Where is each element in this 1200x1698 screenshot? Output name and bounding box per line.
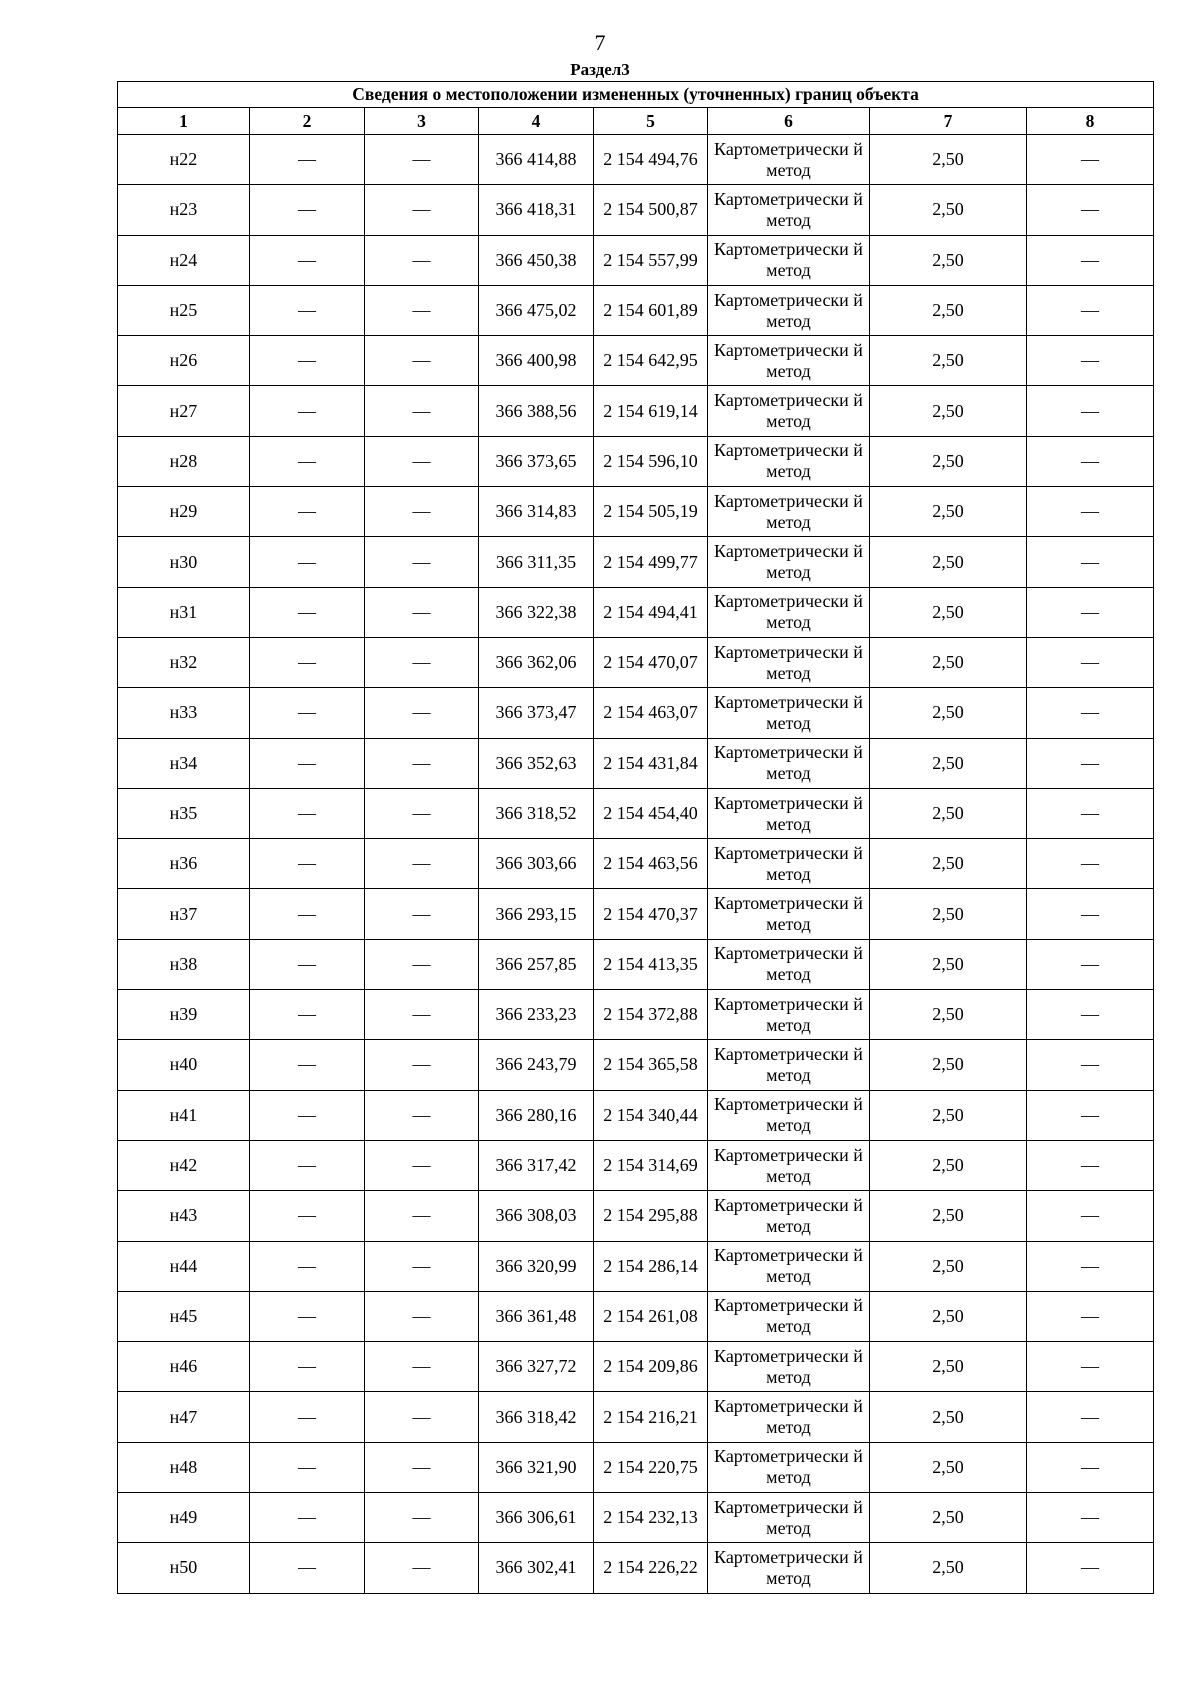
point-number-cell: н26 (118, 336, 250, 386)
col3-dash-cell: — (365, 135, 479, 185)
col2-dash-cell: — (250, 1140, 365, 1190)
y-coordinate-cell: 2 154 232,13 (594, 1493, 708, 1543)
col3-dash-cell: — (365, 990, 479, 1040)
col3-dash-cell: — (365, 1342, 479, 1392)
col2-dash-cell: — (250, 637, 365, 687)
accuracy-cell: 2,50 (870, 1191, 1027, 1241)
method-cell: Картометрически й метод (708, 185, 870, 235)
x-coordinate-cell: 366 321,90 (479, 1442, 594, 1492)
col8-dash-cell: — (1027, 386, 1154, 436)
table-caption-row (118, 82, 1154, 108)
col2-dash-cell: — (250, 839, 365, 889)
x-coordinate-cell: 366 373,47 (479, 688, 594, 738)
col8-dash-cell: — (1027, 487, 1154, 537)
col3-dash-cell: — (365, 1090, 479, 1140)
x-coordinate-cell: 366 257,85 (479, 939, 594, 989)
accuracy-cell: 2,50 (870, 235, 1027, 285)
col3-dash-cell: — (365, 1442, 479, 1492)
y-coordinate-cell: 2 154 557,99 (594, 235, 708, 285)
accuracy-cell: 2,50 (870, 587, 1027, 637)
col8-dash-cell: — (1027, 1291, 1154, 1341)
table-row (118, 1493, 1154, 1543)
page-number: 7 (594, 30, 606, 55)
method-cell: Картометрически й метод (708, 1543, 870, 1593)
col3-dash-cell: — (365, 939, 479, 989)
accuracy-cell: 2,50 (870, 637, 1027, 687)
col3-dash-cell: — (365, 688, 479, 738)
col8-dash-cell: — (1027, 1342, 1154, 1392)
x-coordinate-cell: 366 320,99 (479, 1241, 594, 1291)
method-cell: Картометрически й метод (708, 587, 870, 637)
col2-dash-cell: — (250, 436, 365, 486)
y-coordinate-cell: 2 154 470,37 (594, 889, 708, 939)
x-coordinate-cell: 366 400,98 (479, 336, 594, 386)
accuracy-cell: 2,50 (870, 336, 1027, 386)
y-coordinate-cell: 2 154 463,56 (594, 839, 708, 889)
col8-dash-cell: — (1027, 285, 1154, 335)
col2-dash-cell: — (250, 135, 365, 185)
point-number-cell: н49 (118, 1493, 250, 1543)
col3-dash-cell: — (365, 1493, 479, 1543)
method-cell: Картометрически й метод (708, 637, 870, 687)
col8-dash-cell: — (1027, 135, 1154, 185)
col2-dash-cell: — (250, 285, 365, 335)
col3-dash-cell: — (365, 1140, 479, 1190)
col2-dash-cell: — (250, 235, 365, 285)
column-number-5: 5 (594, 108, 708, 135)
x-coordinate-cell: 366 243,79 (479, 1040, 594, 1090)
col2-dash-cell: — (250, 1442, 365, 1492)
column-number-row (118, 108, 1154, 135)
column-number-3: 3 (365, 108, 479, 135)
y-coordinate-cell: 2 154 619,14 (594, 386, 708, 436)
y-coordinate-cell: 2 154 261,08 (594, 1291, 708, 1341)
col3-dash-cell: — (365, 1040, 479, 1090)
method-cell: Картометрически й метод (708, 1392, 870, 1442)
y-coordinate-cell: 2 154 365,58 (594, 1040, 708, 1090)
col2-dash-cell: — (250, 587, 365, 637)
col8-dash-cell: — (1027, 889, 1154, 939)
col8-dash-cell: — (1027, 990, 1154, 1040)
col8-dash-cell: — (1027, 1241, 1154, 1291)
table-row (118, 386, 1154, 436)
y-coordinate-cell: 2 154 209,86 (594, 1342, 708, 1392)
y-coordinate-cell: 2 154 596,10 (594, 436, 708, 486)
method-cell: Картометрически й метод (708, 487, 870, 537)
method-cell: Картометрически й метод (708, 1291, 870, 1341)
point-number-cell: н46 (118, 1342, 250, 1392)
method-cell: Картометрически й метод (708, 235, 870, 285)
col2-dash-cell: — (250, 1493, 365, 1543)
col3-dash-cell: — (365, 637, 479, 687)
accuracy-cell: 2,50 (870, 688, 1027, 738)
column-number-6: 6 (708, 108, 870, 135)
accuracy-cell: 2,50 (870, 738, 1027, 788)
point-number-cell: н39 (118, 990, 250, 1040)
method-cell: Картометрически й метод (708, 1191, 870, 1241)
method-cell: Картометрически й метод (708, 386, 870, 436)
method-cell: Картометрически й метод (708, 990, 870, 1040)
table-row (118, 939, 1154, 989)
col8-dash-cell: — (1027, 1090, 1154, 1140)
col2-dash-cell: — (250, 889, 365, 939)
method-cell: Картометрически й метод (708, 1090, 870, 1140)
x-coordinate-cell: 366 311,35 (479, 537, 594, 587)
table-row (118, 1392, 1154, 1442)
col3-dash-cell: — (365, 386, 479, 436)
method-cell: Картометрически й метод (708, 788, 870, 838)
point-number-cell: н25 (118, 285, 250, 335)
x-coordinate-cell: 366 293,15 (479, 889, 594, 939)
col3-dash-cell: — (365, 788, 479, 838)
col3-dash-cell: — (365, 1543, 479, 1593)
x-coordinate-cell: 366 418,31 (479, 185, 594, 235)
col3-dash-cell: — (365, 1291, 479, 1341)
y-coordinate-cell: 2 154 494,76 (594, 135, 708, 185)
col3-dash-cell: — (365, 285, 479, 335)
col3-dash-cell: — (365, 185, 479, 235)
point-number-cell: н44 (118, 1241, 250, 1291)
x-coordinate-cell: 366 327,72 (479, 1342, 594, 1392)
x-coordinate-cell: 366 306,61 (479, 1493, 594, 1543)
col8-dash-cell: — (1027, 537, 1154, 587)
col3-dash-cell: — (365, 839, 479, 889)
table-row (118, 688, 1154, 738)
accuracy-cell: 2,50 (870, 1543, 1027, 1593)
x-coordinate-cell: 366 302,41 (479, 1543, 594, 1593)
accuracy-cell: 2,50 (870, 285, 1027, 335)
table-row (118, 185, 1154, 235)
point-number-cell: н34 (118, 738, 250, 788)
method-cell: Картометрически й метод (708, 839, 870, 889)
y-coordinate-cell: 2 154 454,40 (594, 788, 708, 838)
col3-dash-cell: — (365, 336, 479, 386)
point-number-cell: н38 (118, 939, 250, 989)
accuracy-cell: 2,50 (870, 1392, 1027, 1442)
x-coordinate-cell: 366 361,48 (479, 1291, 594, 1341)
col8-dash-cell: — (1027, 637, 1154, 687)
method-cell: Картометрически й метод (708, 1040, 870, 1090)
x-coordinate-cell: 366 308,03 (479, 1191, 594, 1241)
method-cell: Картометрически й метод (708, 1493, 870, 1543)
accuracy-cell: 2,50 (870, 1140, 1027, 1190)
col8-dash-cell: — (1027, 436, 1154, 486)
accuracy-cell: 2,50 (870, 1342, 1027, 1392)
column-number-1: 1 (118, 108, 250, 135)
point-number-cell: н40 (118, 1040, 250, 1090)
column-number-2: 2 (250, 108, 365, 135)
point-number-cell: н36 (118, 839, 250, 889)
col3-dash-cell: — (365, 1392, 479, 1442)
accuracy-cell: 2,50 (870, 788, 1027, 838)
table-row (118, 1291, 1154, 1341)
table-row (118, 135, 1154, 185)
col8-dash-cell: — (1027, 1140, 1154, 1190)
point-number-cell: н47 (118, 1392, 250, 1442)
table-row (118, 436, 1154, 486)
y-coordinate-cell: 2 154 216,21 (594, 1392, 708, 1442)
col3-dash-cell: — (365, 235, 479, 285)
method-cell: Картометрически й метод (708, 135, 870, 185)
table-row (118, 637, 1154, 687)
col8-dash-cell: — (1027, 688, 1154, 738)
accuracy-cell: 2,50 (870, 436, 1027, 486)
col8-dash-cell: — (1027, 839, 1154, 889)
y-coordinate-cell: 2 154 601,89 (594, 285, 708, 335)
method-cell: Картометрически й метод (708, 889, 870, 939)
method-cell: Картометрически й метод (708, 1241, 870, 1291)
y-coordinate-cell: 2 154 642,95 (594, 336, 708, 386)
col3-dash-cell: — (365, 889, 479, 939)
point-number-cell: н35 (118, 788, 250, 838)
accuracy-cell: 2,50 (870, 135, 1027, 185)
point-number-cell: н33 (118, 688, 250, 738)
y-coordinate-cell: 2 154 500,87 (594, 185, 708, 235)
table-row (118, 285, 1154, 335)
col2-dash-cell: — (250, 1090, 365, 1140)
col8-dash-cell: — (1027, 738, 1154, 788)
x-coordinate-cell: 366 318,52 (479, 788, 594, 838)
x-coordinate-cell: 366 475,02 (479, 285, 594, 335)
point-number-cell: н45 (118, 1291, 250, 1341)
accuracy-cell: 2,50 (870, 1442, 1027, 1492)
accuracy-cell: 2,50 (870, 386, 1027, 436)
col2-dash-cell: — (250, 487, 365, 537)
table-row (118, 1241, 1154, 1291)
table-row (118, 990, 1154, 1040)
accuracy-cell: 2,50 (870, 990, 1027, 1040)
accuracy-cell: 2,50 (870, 1090, 1027, 1140)
col8-dash-cell: — (1027, 336, 1154, 386)
x-coordinate-cell: 366 352,63 (479, 738, 594, 788)
method-cell: Картометрически й метод (708, 939, 870, 989)
point-number-cell: н41 (118, 1090, 250, 1140)
col3-dash-cell: — (365, 436, 479, 486)
col2-dash-cell: — (250, 386, 365, 436)
col8-dash-cell: — (1027, 235, 1154, 285)
col2-dash-cell: — (250, 537, 365, 587)
accuracy-cell: 2,50 (870, 889, 1027, 939)
col8-dash-cell: — (1027, 1493, 1154, 1543)
table-row (118, 788, 1154, 838)
y-coordinate-cell: 2 154 463,07 (594, 688, 708, 738)
accuracy-cell: 2,50 (870, 839, 1027, 889)
table-row (118, 1543, 1154, 1593)
table-row (118, 537, 1154, 587)
col2-dash-cell: — (250, 1543, 365, 1593)
accuracy-cell: 2,50 (870, 1493, 1027, 1543)
col2-dash-cell: — (250, 939, 365, 989)
col2-dash-cell: — (250, 1392, 365, 1442)
y-coordinate-cell: 2 154 295,88 (594, 1191, 708, 1241)
table-row (118, 235, 1154, 285)
x-coordinate-cell: 366 450,38 (479, 235, 594, 285)
table-row (118, 587, 1154, 637)
method-cell: Картометрически й метод (708, 436, 870, 486)
x-coordinate-cell: 366 318,42 (479, 1392, 594, 1442)
x-coordinate-cell: 366 280,16 (479, 1090, 594, 1140)
point-number-cell: н48 (118, 1442, 250, 1492)
method-cell: Картометрически й метод (708, 1442, 870, 1492)
col3-dash-cell: — (365, 738, 479, 788)
accuracy-cell: 2,50 (870, 939, 1027, 989)
accuracy-cell: 2,50 (870, 1291, 1027, 1341)
x-coordinate-cell: 366 317,42 (479, 1140, 594, 1190)
x-coordinate-cell: 366 362,06 (479, 637, 594, 687)
col8-dash-cell: — (1027, 1191, 1154, 1241)
accuracy-cell: 2,50 (870, 537, 1027, 587)
col3-dash-cell: — (365, 1191, 479, 1241)
col2-dash-cell: — (250, 1191, 365, 1241)
col3-dash-cell: — (365, 1241, 479, 1291)
table-body (118, 135, 1154, 1594)
boundary-coordinates-table (117, 81, 1154, 1594)
accuracy-cell: 2,50 (870, 185, 1027, 235)
y-coordinate-cell: 2 154 220,75 (594, 1442, 708, 1492)
table-row (118, 1442, 1154, 1492)
table-row (118, 1090, 1154, 1140)
col8-dash-cell: — (1027, 1040, 1154, 1090)
y-coordinate-cell: 2 154 431,84 (594, 738, 708, 788)
x-coordinate-cell: 366 314,83 (479, 487, 594, 537)
y-coordinate-cell: 2 154 286,14 (594, 1241, 708, 1291)
point-number-cell: н27 (118, 386, 250, 436)
col2-dash-cell: — (250, 1241, 365, 1291)
col8-dash-cell: — (1027, 1392, 1154, 1442)
y-coordinate-cell: 2 154 314,69 (594, 1140, 708, 1190)
table-row (118, 336, 1154, 386)
method-cell: Картометрически й метод (708, 738, 870, 788)
method-cell: Картометрически й метод (708, 1342, 870, 1392)
col2-dash-cell: — (250, 688, 365, 738)
col3-dash-cell: — (365, 487, 479, 537)
x-coordinate-cell: 366 373,65 (479, 436, 594, 486)
y-coordinate-cell: 2 154 499,77 (594, 537, 708, 587)
method-cell: Картометрически й метод (708, 688, 870, 738)
accuracy-cell: 2,50 (870, 487, 1027, 537)
table-row (118, 839, 1154, 889)
accuracy-cell: 2,50 (870, 1241, 1027, 1291)
point-number-cell: н23 (118, 185, 250, 235)
table-row (118, 1191, 1154, 1241)
col2-dash-cell: — (250, 738, 365, 788)
column-number-8: 8 (1027, 108, 1154, 135)
x-coordinate-cell: 366 322,38 (479, 587, 594, 637)
col8-dash-cell: — (1027, 1543, 1154, 1593)
table-row (118, 889, 1154, 939)
col2-dash-cell: — (250, 185, 365, 235)
table-row (118, 487, 1154, 537)
y-coordinate-cell: 2 154 226,22 (594, 1543, 708, 1593)
point-number-cell: н32 (118, 637, 250, 687)
column-number-4: 4 (479, 108, 594, 135)
x-coordinate-cell: 366 303,66 (479, 839, 594, 889)
x-coordinate-cell: 366 388,56 (479, 386, 594, 436)
section-label: Раздел3 (570, 60, 630, 79)
point-number-cell: н28 (118, 436, 250, 486)
col2-dash-cell: — (250, 1291, 365, 1341)
column-number-7: 7 (870, 108, 1027, 135)
col8-dash-cell: — (1027, 788, 1154, 838)
point-number-cell: н43 (118, 1191, 250, 1241)
point-number-cell: н50 (118, 1543, 250, 1593)
col2-dash-cell: — (250, 788, 365, 838)
point-number-cell: н31 (118, 587, 250, 637)
point-number-cell: н29 (118, 487, 250, 537)
col8-dash-cell: — (1027, 939, 1154, 989)
y-coordinate-cell: 2 154 494,41 (594, 587, 708, 637)
table-row (118, 1040, 1154, 1090)
col2-dash-cell: — (250, 336, 365, 386)
table-caption: Сведения о местоположении измененных (уточненных) границ объекта (118, 82, 1154, 108)
table-row (118, 738, 1154, 788)
method-cell: Картометрически й метод (708, 537, 870, 587)
col2-dash-cell: — (250, 1040, 365, 1090)
point-number-cell: н22 (118, 135, 250, 185)
col3-dash-cell: — (365, 537, 479, 587)
col2-dash-cell: — (250, 1342, 365, 1392)
accuracy-cell: 2,50 (870, 1040, 1027, 1090)
y-coordinate-cell: 2 154 470,07 (594, 637, 708, 687)
point-number-cell: н24 (118, 235, 250, 285)
y-coordinate-cell: 2 154 505,19 (594, 487, 708, 537)
y-coordinate-cell: 2 154 372,88 (594, 990, 708, 1040)
point-number-cell: н37 (118, 889, 250, 939)
x-coordinate-cell: 366 233,23 (479, 990, 594, 1040)
point-number-cell: н42 (118, 1140, 250, 1190)
point-number-cell: н30 (118, 537, 250, 587)
method-cell: Картометрически й метод (708, 285, 870, 335)
y-coordinate-cell: 2 154 413,35 (594, 939, 708, 989)
col3-dash-cell: — (365, 587, 479, 637)
col2-dash-cell: — (250, 990, 365, 1040)
col8-dash-cell: — (1027, 587, 1154, 637)
table-row (118, 1140, 1154, 1190)
table-row (118, 1342, 1154, 1392)
y-coordinate-cell: 2 154 340,44 (594, 1090, 708, 1140)
col8-dash-cell: — (1027, 185, 1154, 235)
method-cell: Картометрически й метод (708, 1140, 870, 1190)
x-coordinate-cell: 366 414,88 (479, 135, 594, 185)
col8-dash-cell: — (1027, 1442, 1154, 1492)
method-cell: Картометрически й метод (708, 336, 870, 386)
